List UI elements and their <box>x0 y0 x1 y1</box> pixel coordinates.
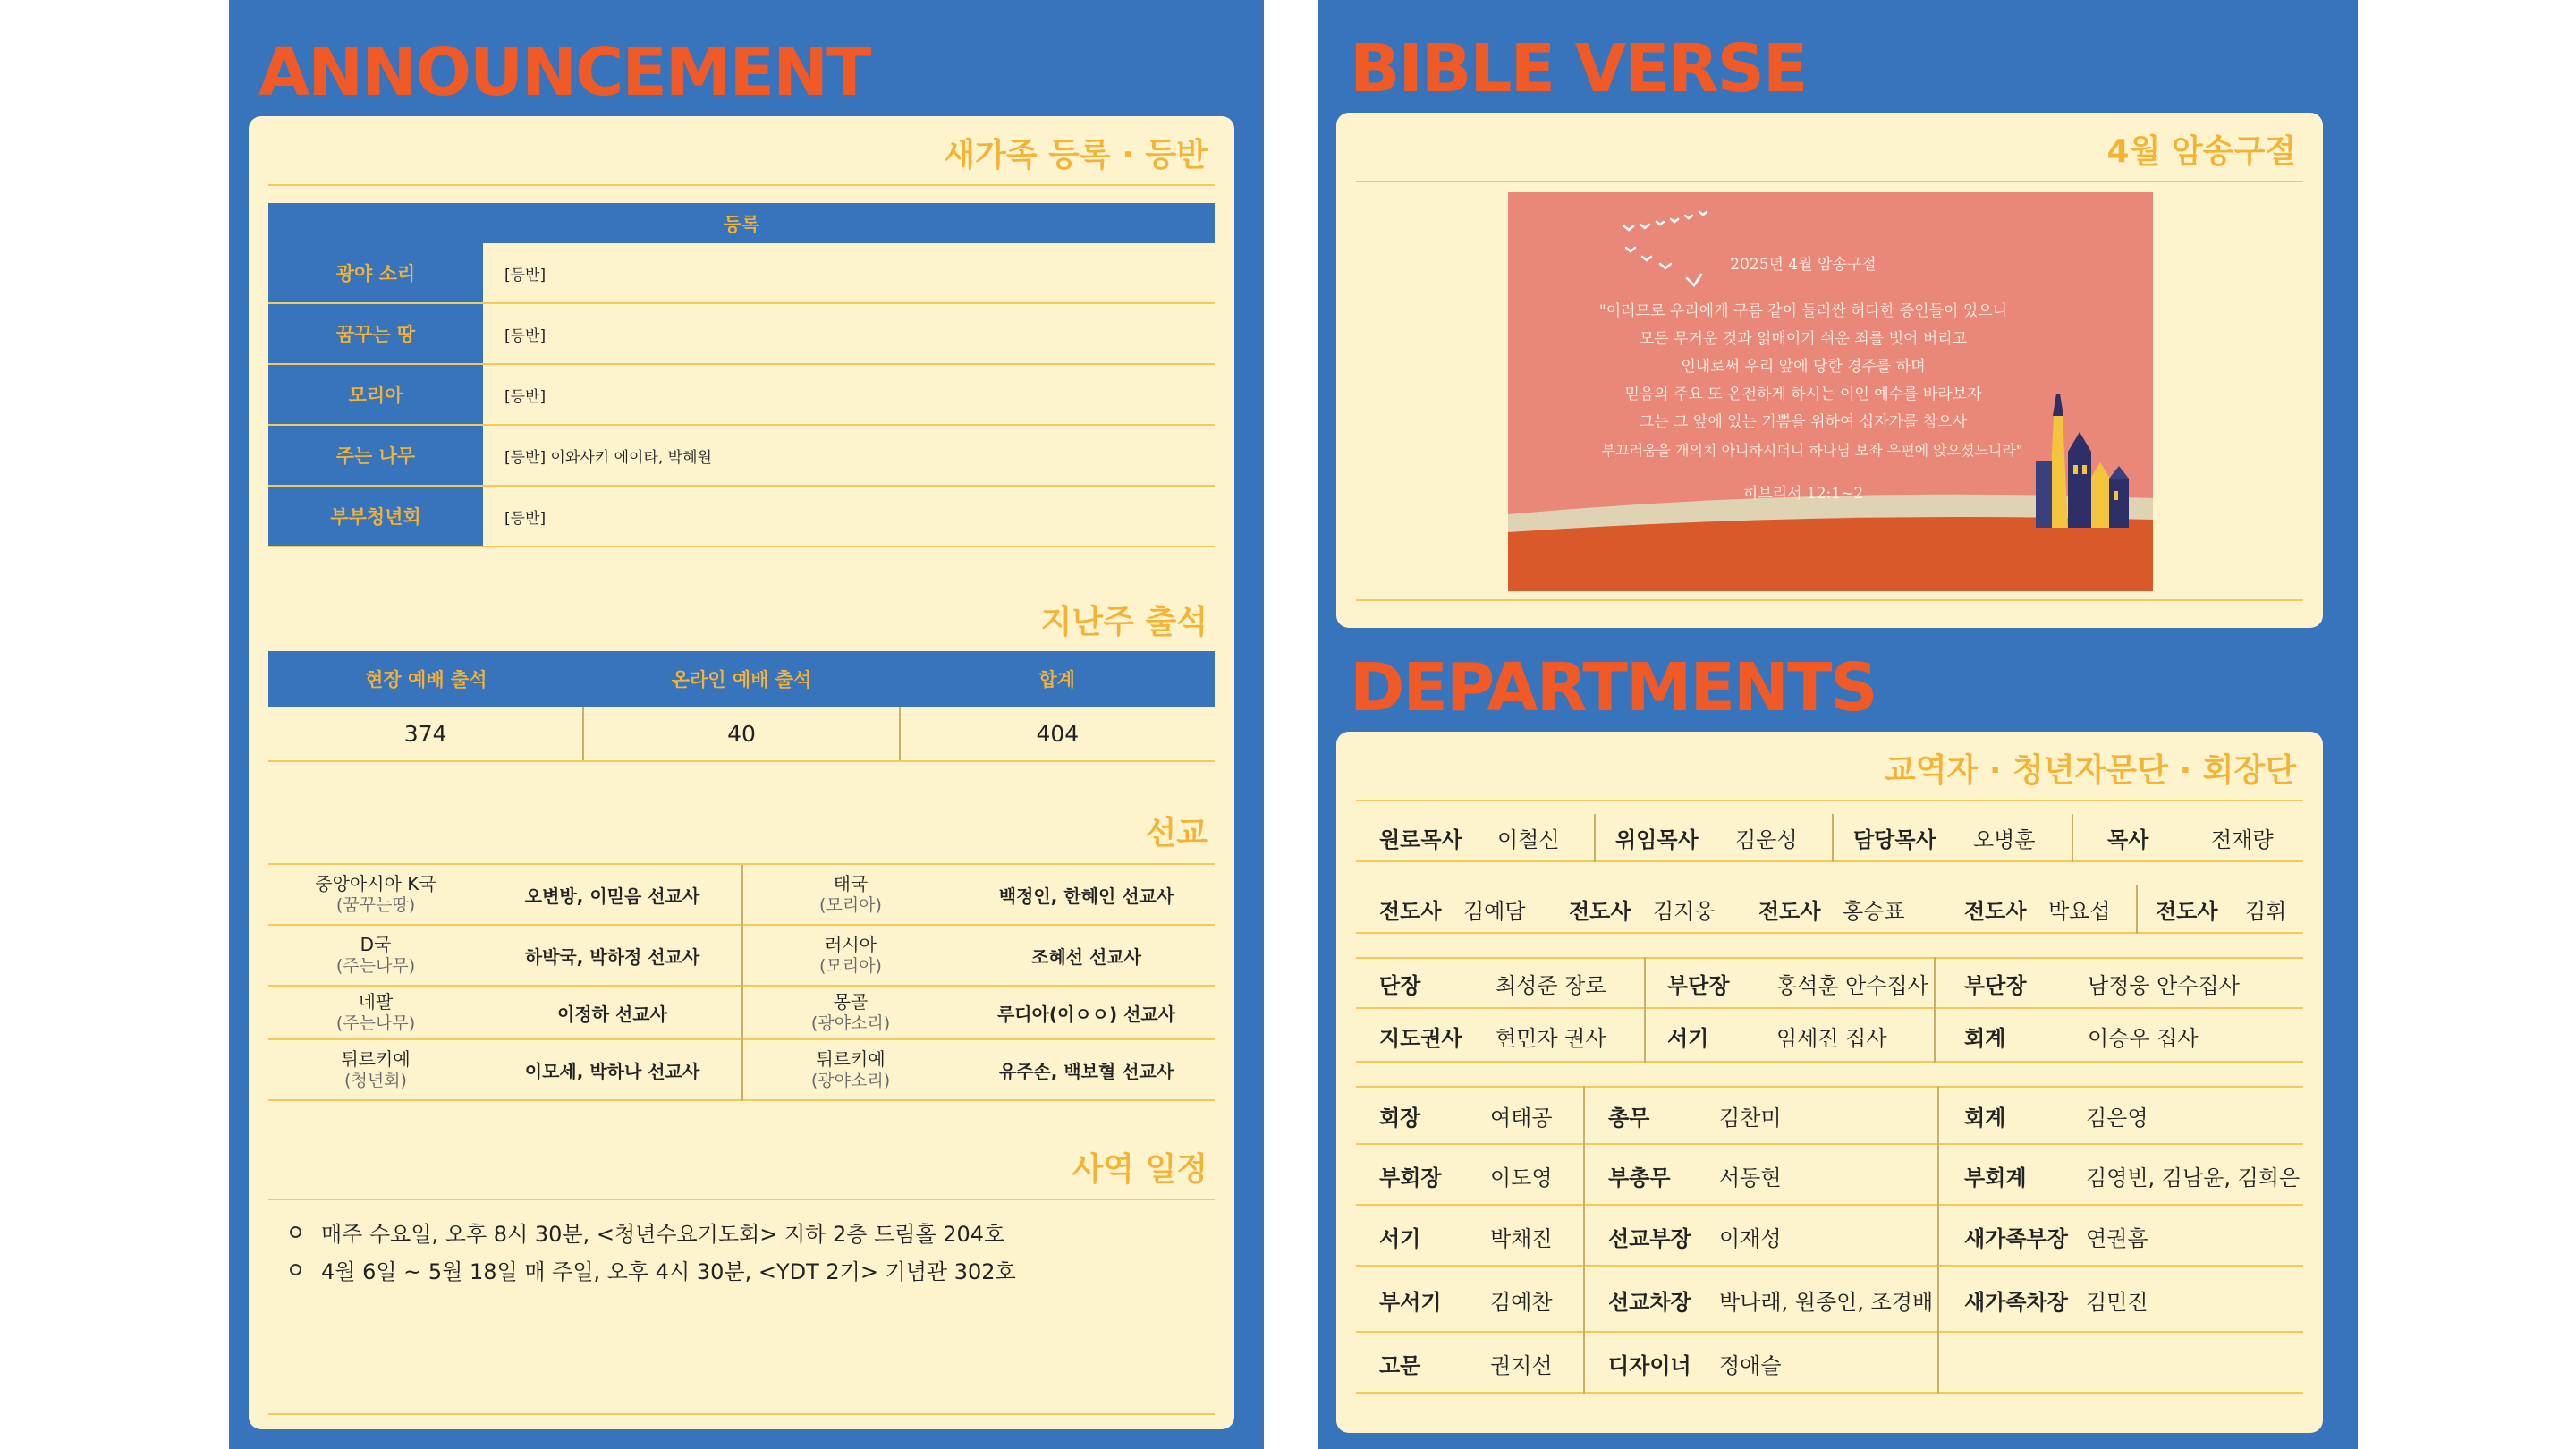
bullet-icon <box>290 1226 301 1238</box>
person-name: 남정웅 안수집사 <box>2088 972 2240 998</box>
role-label: 단장 <box>1379 972 1421 998</box>
role-label: 선교차장 <box>1608 1289 1691 1315</box>
role-label: 원로목사 <box>1379 826 1462 852</box>
bullet-icon <box>290 1264 301 1275</box>
verse-section-title: 4월 암송구절 <box>2106 133 2296 170</box>
advisory-row <box>1356 1011 2303 1063</box>
right-panel <box>1318 0 2358 1449</box>
registration-value: [등반] <box>504 266 547 284</box>
registration-row <box>268 304 1215 365</box>
verse-line: "이러므로 우리에게 구름 같이 둘러싼 허다한 증인들이 있으니 <box>1598 302 2008 320</box>
registration-group: 부부청년회 <box>268 487 483 546</box>
role-label: 총무 <box>1608 1105 1650 1131</box>
person-name: 이도영 <box>1490 1165 1553 1191</box>
role-label: 부회장 <box>1379 1165 1442 1191</box>
person-name: 박요섭 <box>2048 898 2111 924</box>
mission-divider <box>741 865 743 1101</box>
role-label: 고문 <box>1379 1352 1421 1378</box>
person-name: 김예찬 <box>1490 1289 1553 1315</box>
attendance-header-onsite: 현장 예배 출석 <box>365 669 487 691</box>
verse-line: 그는 그 앞에 있는 기쁨을 위하여 십자가를 참으사 <box>1639 413 1968 431</box>
departments-card <box>1336 732 2323 1433</box>
person-name: 김예담 <box>1463 898 1526 924</box>
role-label: 목사 <box>2107 826 2149 852</box>
role-label: 위임목사 <box>1615 826 1699 852</box>
registration-group: 모리아 <box>268 365 483 424</box>
bible-verse-title: BIBLE VERSE <box>1350 30 1807 107</box>
registration-value: [등반] <box>504 509 547 528</box>
mission-missionaries: 이모세, 박하나 선교사 <box>524 1060 700 1082</box>
bible-verse-card <box>1336 113 2323 628</box>
person-name: 홍석훈 안수집사 <box>1776 972 1928 998</box>
role-label: 전도사 <box>1964 898 2027 924</box>
registration-row <box>268 426 1215 487</box>
person-name: 임세진 집사 <box>1776 1025 1887 1051</box>
officers-row <box>1356 1208 2303 1267</box>
registration-group: 주는 나무 <box>268 426 483 485</box>
mission-country: 태국 (모리아) <box>819 872 882 915</box>
registration-group: 광야 소리 <box>268 243 483 302</box>
role-label: 새가족차장 <box>1964 1289 2068 1315</box>
registration-row <box>268 243 1215 304</box>
verse-line: 부끄러움을 개의치 아니하시더니 하나님 보좌 우편에 앉으셨느니라" <box>1601 442 2023 459</box>
role-label: 회장 <box>1379 1105 1421 1131</box>
person-name: 김영빈, 김남윤, 김희은 <box>2086 1165 2301 1191</box>
person-name: 최성준 장로 <box>1496 972 1606 998</box>
role-label: 부단장 <box>1964 972 2027 998</box>
mission-missionaries: 하박국, 박하정 선교사 <box>524 945 700 968</box>
pastors-row <box>1356 814 2303 862</box>
announcement-card <box>249 116 1234 1429</box>
section-divider <box>1356 599 2303 601</box>
person-name: 현민자 권사 <box>1496 1025 1606 1051</box>
section-divider <box>1356 181 2303 182</box>
registration-row <box>268 365 1215 426</box>
person-name: 홍승표 <box>1843 898 1905 924</box>
person-name: 여태공 <box>1490 1105 1553 1131</box>
person-name: 김운성 <box>1735 826 1798 852</box>
person-name: 김은영 <box>2086 1105 2148 1131</box>
schedule-section-title: 사역 일정 <box>1072 1151 1208 1188</box>
section-divider <box>268 1199 1215 1200</box>
departments-title: DEPARTMENTS <box>1350 649 1877 726</box>
section-divider <box>268 184 1215 186</box>
attendance-header <box>268 651 1215 707</box>
person-name: 박채진 <box>1490 1225 1553 1251</box>
officers-row <box>1356 1147 2303 1206</box>
role-label: 전도사 <box>2156 898 2218 924</box>
schedule-item: 매주 수요일, 오후 8시 30분, <청년수요기도회> 지하 2층 드림홀 204호 <box>290 1216 1004 1248</box>
role-label: 전도사 <box>1379 898 1442 924</box>
person-name: 오병훈 <box>1973 826 2036 852</box>
announcement-panel <box>229 0 1264 1449</box>
registration-value: [등반] <box>504 387 547 406</box>
person-name: 이철신 <box>1497 826 1560 852</box>
registration-value: [등반] <box>504 326 547 345</box>
registration-group: 꿈꾸는 땅 <box>268 304 483 363</box>
attendance-header-online: 온라인 예배 출석 <box>671 669 812 691</box>
advisory-row <box>1356 957 2303 1009</box>
role-label: 선교부장 <box>1608 1225 1691 1251</box>
attendance-header-total: 합계 <box>1038 669 1075 691</box>
registration-value: [등반] 이와사키 에이타, 박혜원 <box>504 448 712 467</box>
role-label: 담당목사 <box>1853 826 1936 852</box>
mission-country: 튀르키예 (광야소리) <box>810 1047 891 1090</box>
registration-row <box>268 487 1215 547</box>
mission-missionaries: 이정하 선교사 <box>557 1003 667 1025</box>
person-name: 전재량 <box>2211 826 2274 852</box>
person-name: 박나래, 원종인, 조경배 <box>1719 1289 1934 1315</box>
person-name: 김지웅 <box>1653 898 1716 924</box>
role-label: 새가족부장 <box>1964 1225 2068 1251</box>
attendance-online-value: 40 <box>582 707 898 760</box>
mission-country: 몽골 (광야소리) <box>810 990 891 1033</box>
person-name: 서동현 <box>1719 1165 1782 1191</box>
role-label: 전도사 <box>1758 898 1821 924</box>
verse-heading: 2025년 4월 암송구절 <box>1730 256 1877 274</box>
mission-country: D국 (주는나무) <box>335 933 416 976</box>
verse-line: 모든 무거운 것과 얽매이기 쉬운 죄를 벗어 버리고 <box>1639 330 1968 348</box>
attendance-onsite-value: 374 <box>403 720 447 747</box>
person-name: 김휘 <box>2245 898 2287 924</box>
mission-country: 중앙아시아 K국 (꿈꾸는땅) <box>315 872 436 915</box>
mission-country: 러시아 (모리아) <box>819 933 882 976</box>
section-divider <box>268 1413 1215 1415</box>
role-label: 부단장 <box>1667 972 1730 998</box>
role-label: 서기 <box>1667 1025 1709 1051</box>
departments-section-title: 교역자 · 청년자문단 · 회장단 <box>1884 752 2296 789</box>
section-divider <box>1356 800 2303 801</box>
attendance-total-value: 404 <box>899 707 1215 760</box>
person-name: 이재성 <box>1719 1225 1782 1251</box>
verse-line: 믿음의 주요 또 온전하게 하시는 이인 예수를 바라보자 <box>1624 386 1982 403</box>
role-label: 부서기 <box>1379 1289 1442 1315</box>
role-label: 서기 <box>1379 1225 1421 1251</box>
mission-missionaries: 루디아(이ㅇㅇ) 선교사 <box>996 1003 1176 1025</box>
role-label: 지도권사 <box>1379 1025 1462 1051</box>
registration-section-title: 새가족 등록 · 등반 <box>944 137 1208 174</box>
role-label: 디자이너 <box>1608 1352 1691 1378</box>
person-name: 이승우 집사 <box>2088 1025 2199 1051</box>
role-label: 전도사 <box>1569 898 1631 924</box>
mission-missionaries: 백정인, 한혜인 선교사 <box>998 885 1174 907</box>
mission-country: 튀르키예 (청년회) <box>341 1047 411 1090</box>
missions-section-title: 선교 <box>1145 815 1208 852</box>
verse-line: 인내로써 우리 앞에 당한 경주를 하며 <box>1681 358 1926 376</box>
verse-reference: 히브리서 12:1~2 <box>1742 485 1864 503</box>
officers-row <box>1356 1335 2303 1394</box>
registration-header: 등록 <box>268 203 1215 243</box>
schedule-item: 4월 6일 ~ 5월 18일 매 주일, 오후 4시 30분, <YDT 2기> 기념관 302호 <box>290 1254 1016 1285</box>
person-name: 김찬미 <box>1719 1105 1782 1131</box>
mission-missionaries: 오변방, 이믿음 선교사 <box>524 885 700 907</box>
person-name: 권지선 <box>1490 1352 1553 1378</box>
attendance-section-title: 지난주 출석 <box>1040 604 1208 640</box>
role-label: 회계 <box>1964 1105 2006 1131</box>
verse-illustration <box>1508 192 2153 591</box>
role-label: 부회계 <box>1964 1165 2027 1191</box>
person-name: 김민진 <box>2086 1289 2148 1315</box>
role-label: 회계 <box>1964 1025 2006 1051</box>
mission-country: 네팔 (주는나무) <box>335 990 416 1033</box>
evangelists-row <box>1356 886 2303 934</box>
role-label: 부총무 <box>1608 1165 1671 1191</box>
mission-missionaries: 조혜선 선교사 <box>1031 945 1141 968</box>
announcement-title: ANNOUNCEMENT <box>258 34 870 111</box>
attendance-values <box>268 707 1215 762</box>
person-name: 정애슬 <box>1719 1352 1782 1378</box>
person-name: 연권흠 <box>2086 1225 2148 1251</box>
mission-missionaries: 유주손, 백보혈 선교사 <box>998 1060 1174 1082</box>
officers-row <box>1356 1268 2303 1333</box>
officers-row <box>1356 1086 2303 1145</box>
